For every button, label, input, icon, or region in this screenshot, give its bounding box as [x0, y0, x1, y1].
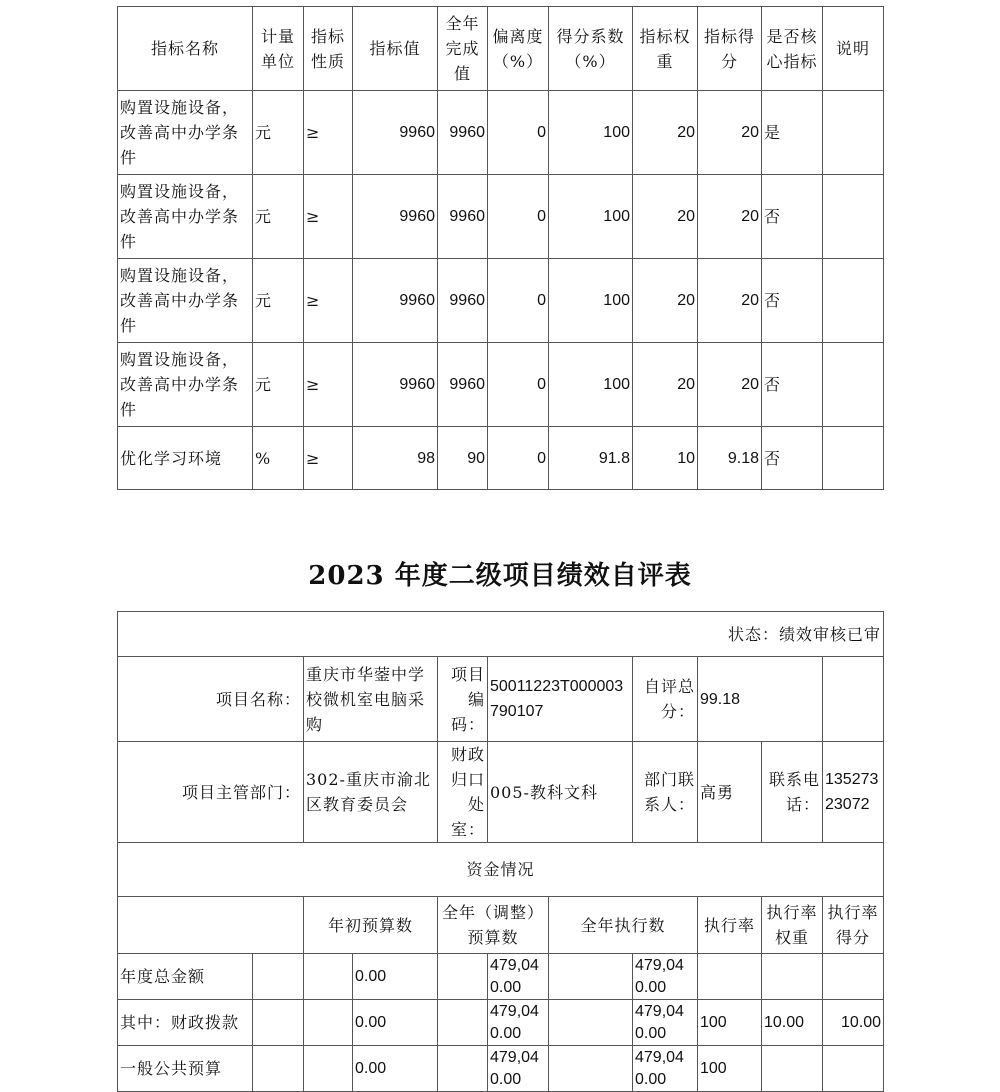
cell-target: 9960 — [353, 259, 438, 343]
funds-score: 10.00 — [823, 1000, 884, 1046]
phone-label: 联系电话： — [762, 742, 823, 843]
cell-nature: ≥ — [304, 427, 353, 490]
cell-coef: 100 — [549, 175, 633, 259]
cell-score: 20 — [698, 91, 762, 175]
project-name-value: 重庆市华蓥中学校微机室电脑采购 — [304, 657, 438, 742]
empty-cell — [549, 1000, 633, 1046]
dept-row — [118, 742, 884, 843]
funds-header-row — [118, 897, 884, 954]
funds-weight — [762, 1046, 823, 1092]
table-row — [118, 91, 884, 175]
header-actual: 全年完成值 — [438, 7, 488, 91]
funds-initial: 0.00 — [353, 954, 438, 1000]
status-text: 状态：绩效审核已审 — [118, 612, 884, 657]
cell-deviation: 0 — [488, 427, 549, 490]
header-deviation: 偏离度（%） — [488, 7, 549, 91]
cell-deviation: 0 — [488, 91, 549, 175]
cell-nature: ≥ — [304, 259, 353, 343]
cell-core: 否 — [762, 427, 823, 490]
contact-value: 高勇 — [698, 742, 762, 843]
header-note: 说明 — [823, 7, 884, 91]
cell-actual: 9960 — [438, 175, 488, 259]
self-evaluation-form — [117, 611, 884, 1092]
funds-score — [823, 1046, 884, 1092]
funds-executed: 479,040.00 — [633, 954, 698, 1000]
cell-note — [823, 259, 884, 343]
cell-weight: 10 — [633, 427, 698, 490]
empty-cell — [253, 1000, 304, 1046]
cell-actual: 9960 — [438, 91, 488, 175]
cell-unit: 元 — [253, 259, 304, 343]
project-row — [118, 657, 884, 742]
contact-label: 部门联系人： — [633, 742, 698, 843]
empty-cell — [304, 1046, 353, 1092]
cell-note — [823, 427, 884, 490]
funds-weight — [762, 954, 823, 1000]
cell-coef: 100 — [549, 91, 633, 175]
cell-deviation: 0 — [488, 175, 549, 259]
cell-score: 9.18 — [698, 427, 762, 490]
cell-score: 20 — [698, 343, 762, 427]
table-row — [118, 343, 884, 427]
cell-note — [823, 175, 884, 259]
dept-label: 项目主管部门： — [118, 742, 304, 843]
project-name-label: 项目名称： — [118, 657, 304, 742]
cell-unit: 元 — [253, 91, 304, 175]
indicator-table — [117, 6, 884, 490]
header-core: 是否核心指标 — [762, 7, 823, 91]
empty-cell — [438, 1046, 488, 1092]
cell-actual: 90 — [438, 427, 488, 490]
header-coef: 得分系数（%） — [549, 7, 633, 91]
project-code-value: 50011223T000003790107 — [488, 657, 633, 742]
empty-cell — [549, 954, 633, 1000]
self-score-label: 自评总分： — [633, 657, 698, 742]
cell-core: 否 — [762, 175, 823, 259]
funds-row-label: 一般公共预算 — [118, 1046, 253, 1092]
cell-score: 20 — [698, 175, 762, 259]
finance-label: 财政归口处室： — [438, 742, 488, 843]
finance-value: 005-教科文科 — [488, 742, 633, 843]
cell-name: 购置设施设备，改善高中办学条件 — [118, 259, 253, 343]
table-row — [118, 1000, 884, 1046]
cell-deviation: 0 — [488, 259, 549, 343]
header-target: 指标值 — [353, 7, 438, 91]
cell-core: 否 — [762, 343, 823, 427]
funds-title: 资金情况 — [118, 843, 884, 897]
cell-target: 9960 — [353, 91, 438, 175]
funds-rate — [698, 954, 762, 1000]
empty-cell — [438, 954, 488, 1000]
cell-name: 优化学习环境 — [118, 427, 253, 490]
table-row — [118, 1046, 884, 1092]
cell-core: 否 — [762, 259, 823, 343]
empty-cell — [823, 657, 884, 742]
self-score-value: 99.18 — [698, 657, 823, 742]
table-row — [118, 954, 884, 1000]
cell-target: 9960 — [353, 343, 438, 427]
table-row — [118, 259, 884, 343]
cell-coef: 100 — [549, 343, 633, 427]
cell-name: 购置设施设备，改善高中办学条件 — [118, 91, 253, 175]
table-row — [118, 175, 884, 259]
cell-coef: 100 — [549, 259, 633, 343]
cell-weight: 20 — [633, 91, 698, 175]
cell-unit: 元 — [253, 343, 304, 427]
funds-executed: 479,040.00 — [633, 1000, 698, 1046]
funds-header-rate: 执行率 — [698, 897, 762, 954]
cell-nature: ≥ — [304, 175, 353, 259]
funds-header-initial: 年初预算数 — [304, 897, 438, 954]
cell-target: 98 — [353, 427, 438, 490]
empty-cell — [304, 1000, 353, 1046]
cell-core: 是 — [762, 91, 823, 175]
cell-unit: 元 — [253, 175, 304, 259]
funds-initial: 0.00 — [353, 1046, 438, 1092]
cell-name: 购置设施设备，改善高中办学条件 — [118, 343, 253, 427]
cell-nature: ≥ — [304, 343, 353, 427]
header-score: 指标得分 — [698, 7, 762, 91]
cell-score: 20 — [698, 259, 762, 343]
project-code-label: 项目编码： — [438, 657, 488, 742]
cell-name: 购置设施设备，改善高中办学条件 — [118, 175, 253, 259]
cell-note — [823, 91, 884, 175]
funds-header-executed: 全年执行数 — [549, 897, 698, 954]
cell-note — [823, 343, 884, 427]
cell-unit: % — [253, 427, 304, 490]
cell-deviation: 0 — [488, 343, 549, 427]
funds-adjusted: 479,040.00 — [488, 1000, 549, 1046]
funds-adjusted: 479,040.00 — [488, 1046, 549, 1092]
funds-row-label: 年度总金额 — [118, 954, 253, 1000]
funds-header-adjusted: 全年（调整）预算数 — [438, 897, 549, 954]
header-indicator-name: 指标名称 — [118, 7, 253, 91]
empty-cell — [549, 1046, 633, 1092]
funds-header-weight: 执行率权重 — [762, 897, 823, 954]
cell-weight: 20 — [633, 259, 698, 343]
empty-cell — [304, 954, 353, 1000]
header-weight: 指标权重 — [633, 7, 698, 91]
funds-rate: 100 — [698, 1046, 762, 1092]
table-row — [118, 427, 884, 490]
funds-header-score: 执行率得分 — [823, 897, 884, 954]
phone-value: 13527323072 — [823, 742, 884, 843]
empty-cell — [253, 954, 304, 1000]
cell-actual: 9960 — [438, 343, 488, 427]
funds-title-row — [118, 843, 884, 897]
funds-initial: 0.00 — [353, 1000, 438, 1046]
dept-value: 302-重庆市渝北区教育委员会 — [304, 742, 438, 843]
funds-adjusted: 479,040.00 — [488, 954, 549, 1000]
empty-cell — [118, 897, 304, 954]
cell-weight: 20 — [633, 343, 698, 427]
header-unit: 计量单位 — [253, 7, 304, 91]
cell-actual: 9960 — [438, 259, 488, 343]
cell-target: 9960 — [353, 175, 438, 259]
cell-nature: ≥ — [304, 91, 353, 175]
funds-score — [823, 954, 884, 1000]
funds-rate: 100 — [698, 1000, 762, 1046]
status-row — [118, 612, 884, 657]
empty-cell — [253, 1046, 304, 1092]
cell-coef: 91.8 — [549, 427, 633, 490]
indicator-header-row — [118, 7, 884, 91]
funds-row-label: 其中：财政拨款 — [118, 1000, 253, 1046]
form-title: 2023 年度二级项目绩效自评表 — [308, 561, 692, 591]
empty-cell — [438, 1000, 488, 1046]
cell-weight: 20 — [633, 175, 698, 259]
funds-weight: 10.00 — [762, 1000, 823, 1046]
funds-executed: 479,040.00 — [633, 1046, 698, 1092]
header-nature: 指标性质 — [304, 7, 353, 91]
